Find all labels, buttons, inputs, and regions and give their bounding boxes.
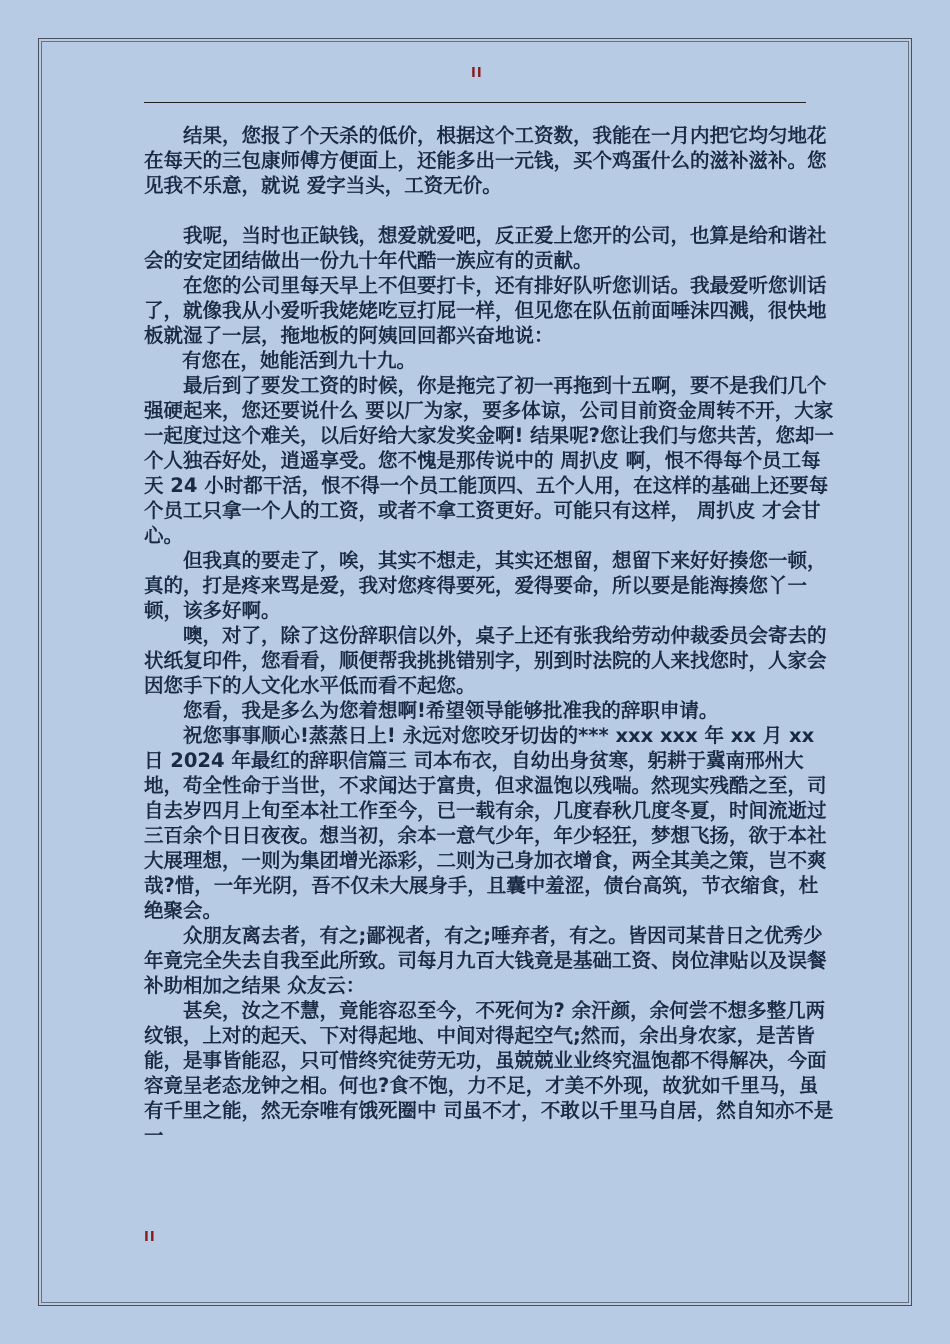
paragraph-4: 有您在，她能活到九十九。 [182,349,417,372]
paragraph-6: 但我真的要走了，唉，其实不想走，其实还想留，想留下来好好揍您一顿，真的，打是疼来骂是爱，我对您疼得要死，爱得要命，所以要是能海揍您丫一顿，该多好啊。 [144,549,827,622]
paragraph-8: 您看，我是多么为您着想啊!希望领导能够批准我的辞职申请。 [183,699,719,722]
paragraph-2: 我呢，当时也正缺钱，想爱就爱吧，反正爱上您开的公司，也算是给和谐社会的安定团结做出一份九十年代酷一族应有的贡献。 [144,224,827,272]
paragraph-9: 祝您事事顺心!蒸蒸日上! 永远对您咬牙切齿的*** xxx xxx 年 xx 月 xx 日 2024 年最红的辞职信篇三 司本布衣，自幼出身贫寒，躬耕于冀南邢州大地，苟全性命于当世，不求闻达于富贵，但求温饱以残喘。然现实残酷之至，司自去岁四月上旬至本社工作至今，已一载有余，几度春秋几度冬夏，时间流逝过三百余个日日夜夜。想当初，余本一意气少年，年少轻狂，梦想飞扬，欲于本社大展理想，一则为集团增光添彩，二则为己身加衣增食，两全其美之策，岂不爽哉?惜，一年光阴，吾不仅未大展身手，且囊中羞涩，债台高筑，节衣缩食，杜绝聚会。 [144,724,827,922]
paragraph-11: 甚矣，汝之不慧，竟能容忍至今，不死何为? 余汗颜，余何尝不想多整几两纹银，上对的起天、下对得起地、中间对得起空气;然而，余出身农家，是苦皆能，是事皆能忍，只可惜终究徒劳无功，虽兢兢业业终究温饱都不得解决，今面容竟呈老态龙钟之相。何也?食不饱，力不足，才美不外现，故犹如千里马，虽有千里之能，然无奈唯有饿死圈中 司虽不才，不敢以千里马自居，然自知亦不是一 [144,999,834,1147]
paragraph-3: 在您的公司里每天早上不但要打卡，还有排好队听您训话。我最爱听您训话了，就像我从小爱听我姥姥吃豆打屁一样，但见您在队伍前面唾沫四溅，很快地板就湿了一层，拖地板的阿姨回回都兴奋地说： [144,274,827,347]
paragraph-7: 噢，对了，除了这份辞职信以外，桌子上还有张我给劳动仲裁委员会寄去的状纸复印件，您看看，顺便帮我挑挑错别字，别到时法院的人来找您时，人家会因您手下的人文化水平低而看不起您。 [144,624,827,697]
document-body [144,123,834,1223]
header-mark: II [471,66,483,81]
footer-mark: II [144,1230,156,1245]
paragraph-1: 结果，您报了个天杀的低价，根据这个工资数，我能在一月内把它均匀地花在每天的三包康师傅方便面上，还能多出一元钱，买个鸡蛋什么的滋补滋补。您见我不乐意，就说 爱字当头，工资无价。 [144,124,827,197]
paragraph-10: 众朋友离去者，有之;鄙视者，有之;唾弃者，有之。皆因司某昔日之优秀少年竟完全失去自我至此所致。司每月九百大钱竟是基础工资、岗位津贴以及误餐补助相加之结果 众友云： [144,924,827,997]
header-rule [144,102,806,103]
paragraph-5: 最后到了要发工资的时候，你是拖完了初一再拖到十五啊，要不是我们几个强硬起来，您还要说什么 要以厂为家，要多体谅，公司目前资金周转不开，大家一起度过这个难关，以后好给大家发奖金啊! 结果呢?您让我们与您共苦，您却一个人独吞好处，逍遥享受。您不愧是那传说中的 周扒皮 啊，恨不得每个员工每天 24 小时都干活，恨不得一个员工能顶四、五个人用，在这样的基础上还要每个员工只拿一个人的工资，或者不拿工资更好。可能只有这样， 周扒皮 才会甘心。 [144,374,834,547]
